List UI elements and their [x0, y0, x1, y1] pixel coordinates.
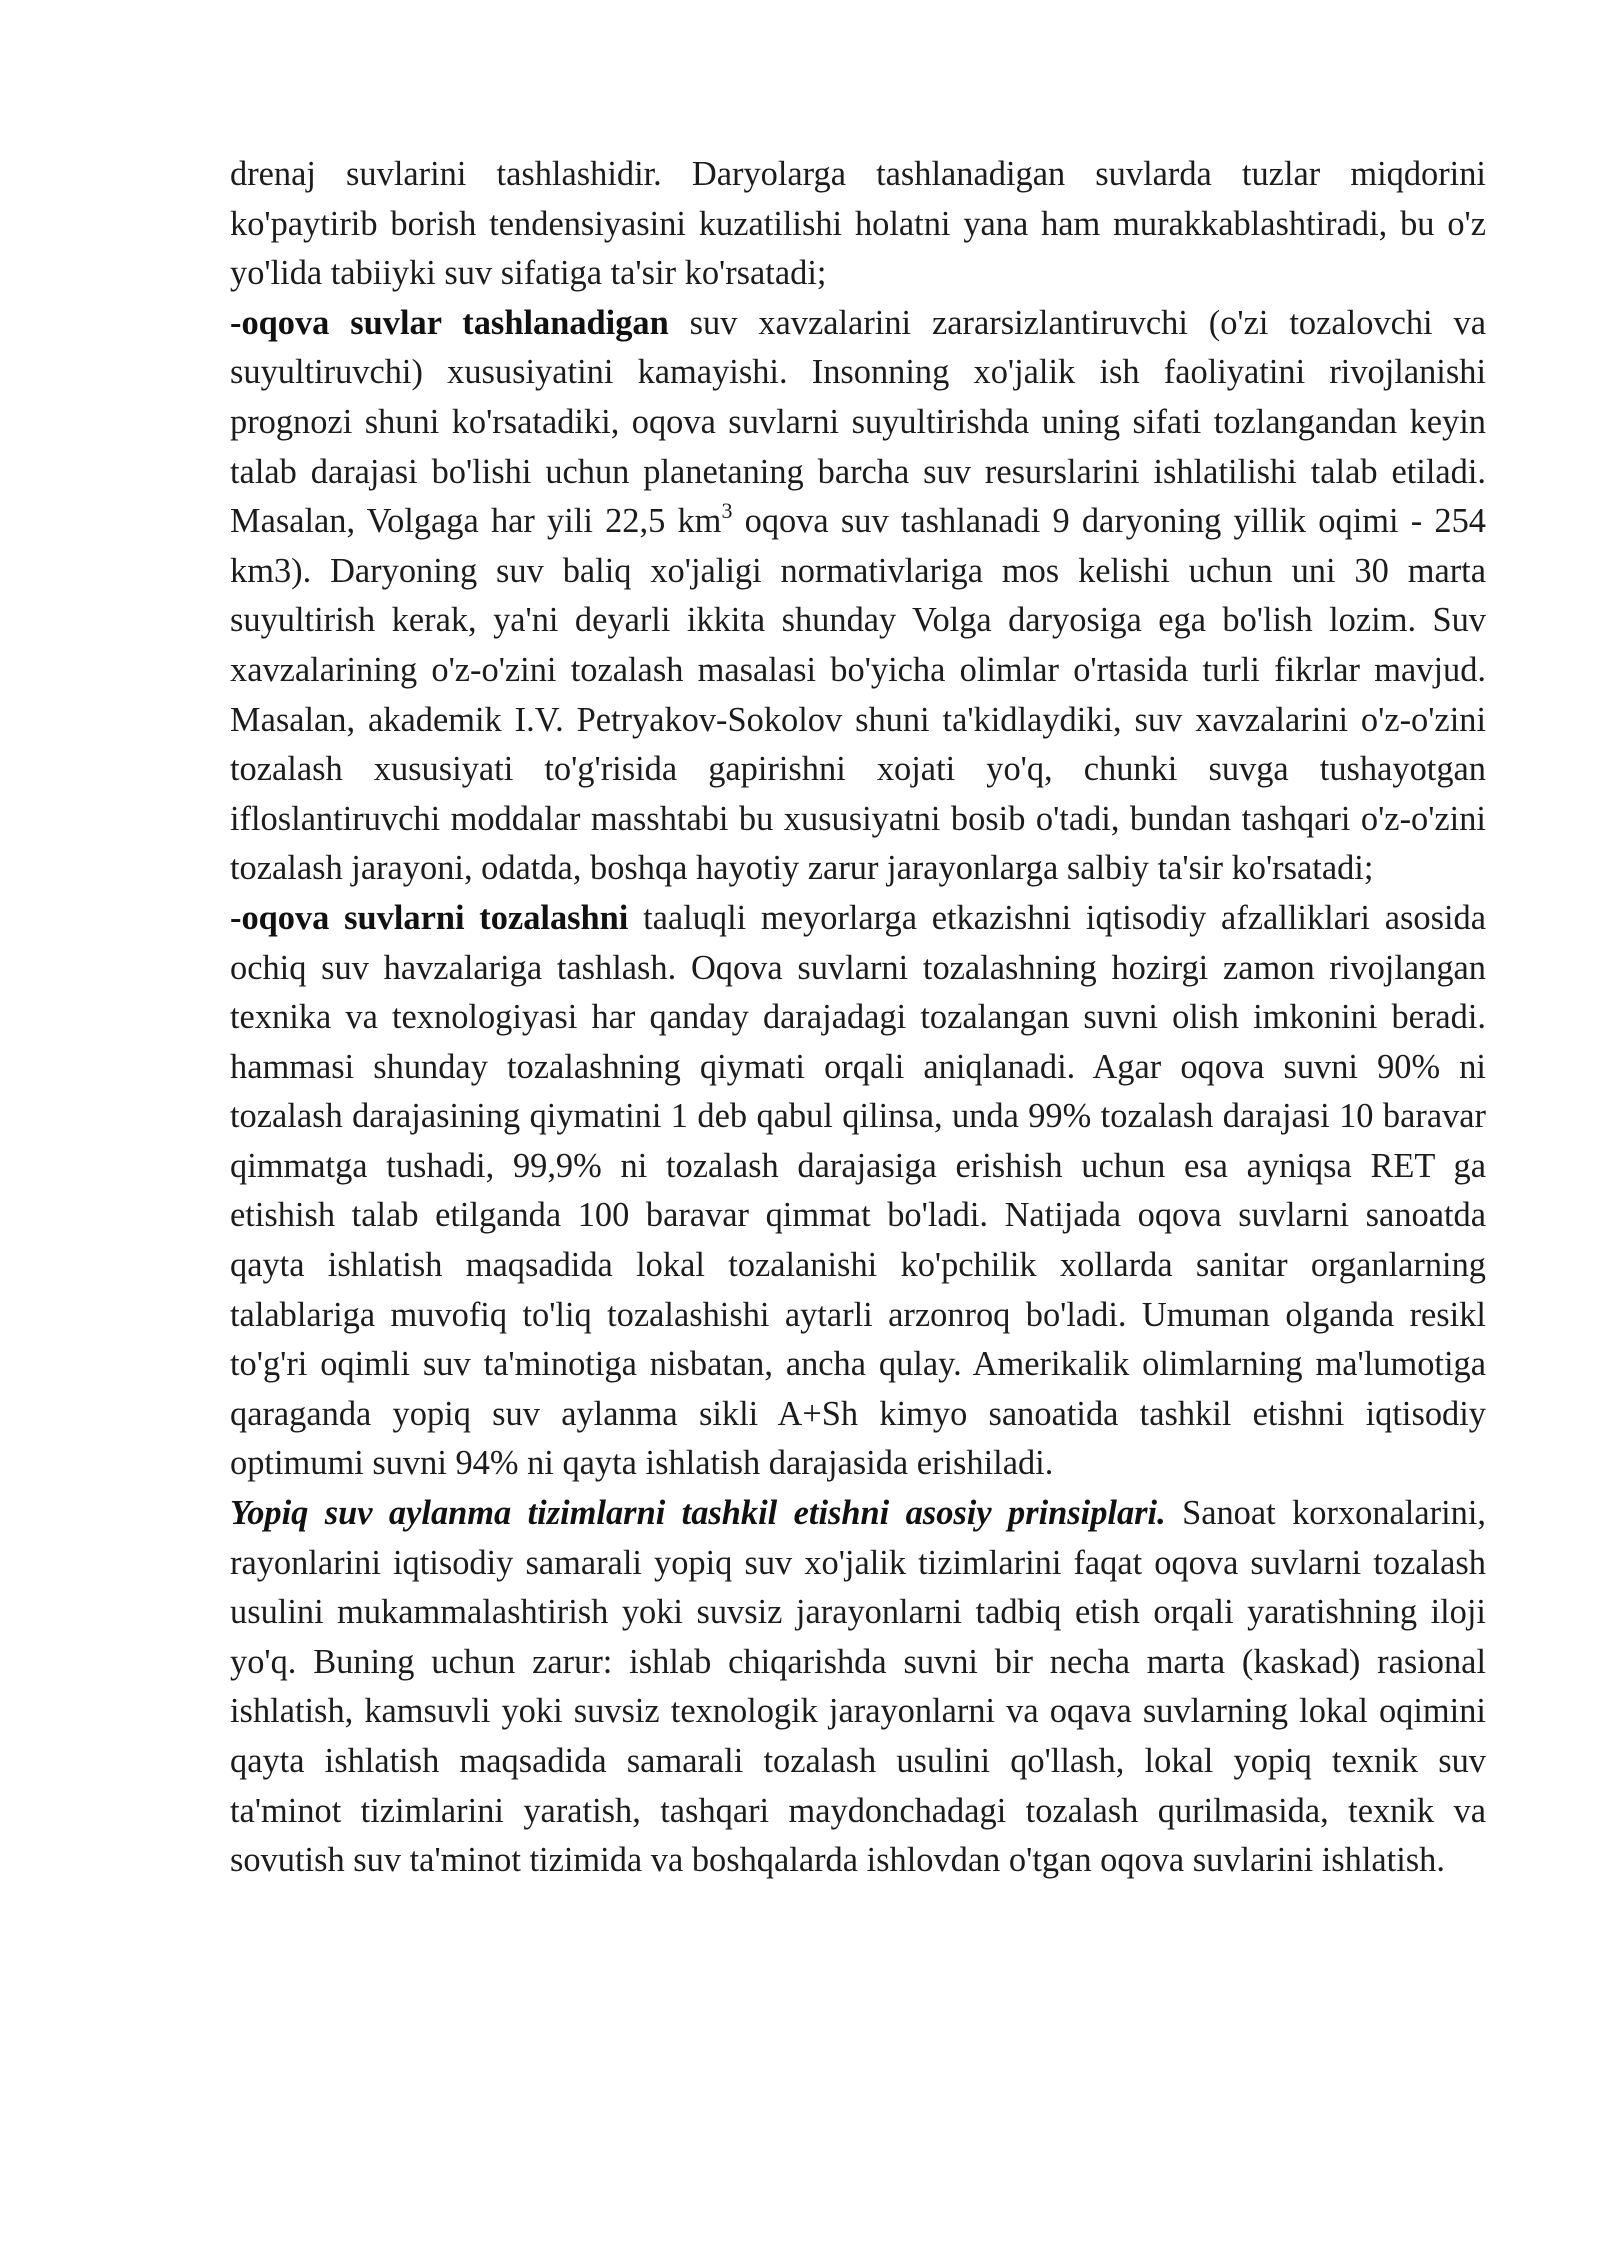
paragraph-text: Sanoat korxonalarini, rayonlarini iqtisodiy samarali yopiq suv xo'jalik tizimlarini faqat oqova suvlarni tozalash usulini mukammalashtirish yoki suvsiz jarayonlarni tadbiq etish orqali yaratishning iloji yo'q. Buning uchun zarur: ishlab chiqarishda suvni bir necha marta (kaskad) rasional ishlatish, kamsuvli yoki suvsiz texnologik jarayonlarni va oqava suvlarning lokal oqimini qayta ishlatish maqsadida samarali tozalash usulini qo'llash, lokal yopiq texnik suv ta'minot tizimlarini yaratish, tashqari maydonchadagi tozalash qurilmasida, texnik va sovutish suv ta'minot tizimida va boshqalarda ishlovdan o'tgan oqova suvlarini ishlatish.	[230, 1494, 1486, 1880]
paragraph-oqova-suvlarni-tozalashni	[230, 894, 1486, 1489]
paragraph-lead: -oqova suvlarni tozalashni	[230, 898, 629, 937]
paragraph-text-continued: oqova suv tashlanadi 9 daryoning yillik oqimi - 254 km3). Daryoning suv baliq xo'jaligi normativlariga mos kelishi uchun uni 30 marta suyultirish kerak, ya'ni deyarli ikkita shunday Volga daryosiga ega bo'lish lozim. Suv xavzalarining o'z-o'zini tozalash masalasi bo'yicha olimlar o'rtasida turli fikrlar mavjud. Masalan, akademik I.V. Petryakov-Sokolov shuni ta'kidlaydiki, suv xavzalarini o'z-o'zini tozalash xususiyati to'g'risida gapirishni xojati yo'q, chunki suvga tushayotgan ifloslantiruvchi moddalar masshtabi bu xususiyatni bosib o'tadi, bundan tashqari o'z-o'zini tozalash jarayoni, odatda, boshqa hayotiy zarur jarayonlarga salbiy ta'sir ko'rsatadi;	[230, 502, 1486, 888]
paragraph-text: taaluqli meyorlarga etkazishni iqtisodiy afzalliklari asosida ochiq suv havzalariga tashlash. Oqova suvlarni tozalashning hozirgi zamon rivojlangan texnika va texnologiyasi har qanday darajadagi tozalangan suvni olish imkonini beradi. hammasi shunday tozalashning qiymati orqali aniqlanadi. Agar oqova suvni 90% ni tozalash darajasining qiymatini 1 deb qabul qilinsa, unda 99% tozalash darajasi 10 baravar qimmatga tushadi, 99,9% ni tozalash darajasiga erishish uchun esa ayniqsa RET ga etishish talab etilganda 100 baravar qimmat bo'ladi. Natijada oqova suvlarni sanoatda qayta ishlatish maqsadida lokal tozalanishi ko'pchilik xollarda sanitar organlarning talablariga muvofiq to'liq tozalashishi aytarli arzonroq bo'ladi. Umuman olganda resikl to'g'ri oqimli suv ta'minotiga nisbatan, ancha qulay. Amerikalik olimlarning ma'lumotiga qaraganda yopiq suv aylanma sikli A+Sh kimyo sanoatida tashkil etishni iqtisodiy optimumi suvni 94% ni qayta ishlatish darajasida erishiladi.	[230, 898, 1486, 1483]
superscript-cube: 3	[721, 497, 733, 523]
paragraph-text: drenaj suvlarini tashlashidir. Daryolarga tashlanadigan suvlarda tuzlar miqdorini ko'paytirib borish tendensiyasini kuzatilishi holatni yana ham murakkablashtiradi, bu o'z yo'lida tabiiyki suv sifatiga ta'sir ko'rsatadi;	[230, 155, 1486, 293]
document-page	[230, 150, 1486, 1886]
section-heading: Yopiq suv aylanma tizimlarni tashkil etishni asosiy prinsiplari.	[230, 1494, 1166, 1533]
paragraph-yopiq-suv-prinsiplari	[230, 1489, 1486, 1886]
paragraph-drenaj	[230, 150, 1486, 299]
paragraph-oqova-suvlar-tashlanadigan	[230, 299, 1486, 894]
paragraph-text: suv xavzalarini zararsizlantiruvchi (o'zi tozalovchi va suyultiruvchi) xususiyatini kamayishi. Insonning xo'jalik ish faoliyatini rivojlanishi prognozi shuni ko'rsatadiki, oqova suvlarni suyultirishda uning sifati tozlangandan keyin talab darajasi bo'lishi uchun planetaning barcha suv resurslarini ishlatilishi talab etiladi. Masalan, Volgaga har yili 22,5 km	[230, 303, 1486, 541]
paragraph-lead: -oqova suvlar tashlanadigan	[230, 303, 669, 342]
